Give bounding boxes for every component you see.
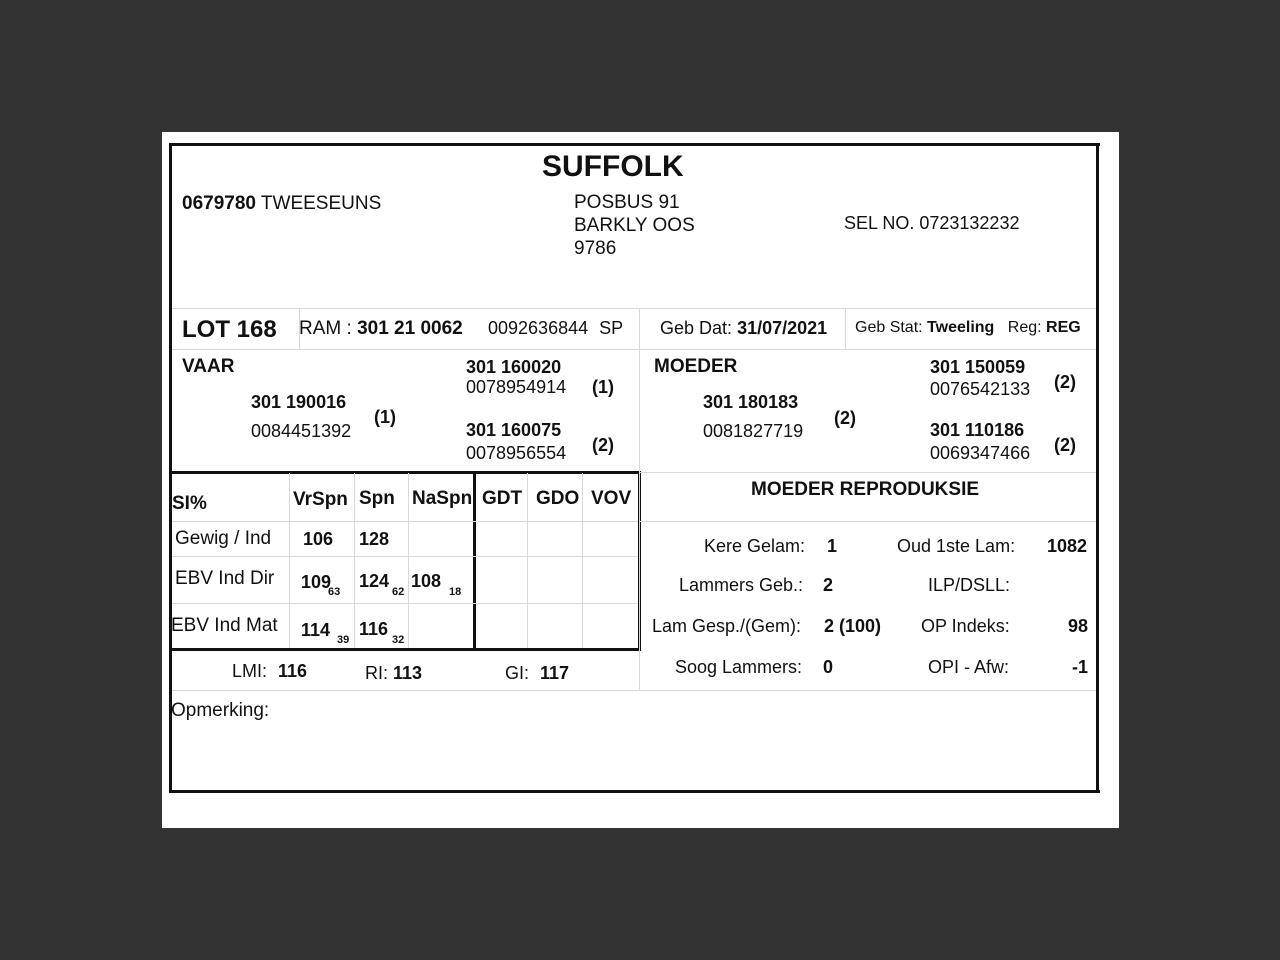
col-header-vov: VOV [591,488,632,509]
divider [640,690,1096,691]
col-header-si: SI% [172,493,207,514]
dam-sire-id: 301 150059 [930,357,1026,377]
ebv-mat-vrspn: 114 [301,620,331,640]
column-divider [289,473,290,648]
sire-dam-id: 301 160075 [466,420,562,440]
ebv-mat-spn: 116 [359,619,389,639]
ebv-dir-vrspn: 109 [301,572,332,592]
ebv-dir-naspn: 108 [411,571,442,591]
reg-value: REG [1046,319,1081,336]
row-label-ebv-mat: EBV Ind Mat [171,615,278,636]
table-border [172,471,641,474]
birth-date [660,318,827,339]
kere-gelam-value: 1 [827,536,838,556]
border-top [170,143,1100,146]
dam-dam-id: 301 110186 [930,420,1025,440]
opi-afw-label: OPI - Afw: [928,657,1010,677]
dam-label: MOEDER [654,356,738,377]
owner-line [182,193,381,215]
column-divider [354,473,355,648]
col-header-gdo: GDO [536,488,580,509]
op-indeks-value: 98 [1068,616,1089,636]
lammers-geb-label: Lammers Geb.: [679,575,804,595]
divider [640,521,1096,522]
border-bottom [170,790,1100,793]
kere-gelam-label: Kere Gelam: [704,536,806,556]
birth-status-value: Tweeling [927,319,995,336]
soog-lammers-value: 0 [823,657,834,677]
ram-reg-value: 0092636844 [488,318,589,338]
divider [639,349,640,473]
gi [505,663,569,684]
gewig-vrspn: 106 [303,529,334,549]
ebv-dir-spn: 124 [359,571,390,591]
soog-lammers-label: Soog Lammers: [675,657,803,677]
border-right [1096,143,1099,793]
dam-id: 301 180183 [703,392,799,412]
dam-code: (2) [834,408,856,428]
row-divider [172,603,638,604]
owner-code: 0679780 [182,193,256,214]
sire-number: 0084451392 [251,421,352,441]
birth-status-label: Geb Stat: [855,319,923,336]
ri [365,663,422,684]
ram-label: RAM : [299,318,352,339]
row-label-ebv-dir: EBV Ind Dir [175,568,275,589]
oud-1ste-lam-value: 1082 [1047,536,1088,556]
op-indeks-label: OP Indeks: [921,616,1010,636]
divider [639,471,640,691]
address-line-3: 9786 [574,238,617,259]
gi-label: GI: [505,663,530,683]
address-line-2: BARKLY OOS [574,215,695,236]
repro-title: MOEDER REPRODUKSIE [751,479,980,500]
birth-date-label: Geb Dat: [660,318,733,338]
divider [639,308,640,349]
owner-name: TWEESEUNS [260,193,382,214]
gi-value: 117 [540,663,570,683]
ri-value: 113 [393,663,423,683]
ebv-dir-spn-sub: 62 [392,586,405,598]
address-line-1: POSBUS 91 [574,192,680,213]
sire-dam-number: 0078956554 [466,443,567,463]
divider [172,308,1096,309]
column-divider [582,473,583,648]
lammers-geb-value: 2 [823,575,834,595]
opi-afw-value: -1 [1072,657,1089,677]
sire-code: (1) [374,407,396,427]
col-header-vrspn: VrSpn [293,489,348,510]
ri-label: RI: [365,663,389,683]
ebv-dir-naspn-sub: 18 [449,586,462,598]
column-divider [408,473,409,648]
lmi-value: 116 [278,661,308,681]
breed-title: SUFFOLK [542,150,684,183]
ram-registration [488,318,623,339]
dam-sire-code: (2) [1054,372,1076,392]
sire-label: VAAR [182,356,235,377]
row-divider [172,521,638,522]
ram-id-value: 301 21 0062 [357,318,463,339]
col-header-naspn: NaSpn [412,488,473,509]
birth-date-value: 31/07/2021 [737,318,828,338]
ebv-mat-spn-sub: 32 [392,634,405,646]
lmi [232,661,307,682]
birth-status [855,319,1081,337]
sire-sire-code: (1) [592,377,614,397]
lam-gesp-value: 2 (100) [824,616,882,636]
oud-1ste-lam-label: Oud 1ste Lam: [897,536,1016,556]
sire-dam-code: (2) [592,435,614,455]
dam-number: 0081827719 [703,421,804,441]
gewig-spn: 128 [359,529,390,549]
col-header-gdt: GDT [482,488,523,509]
ebv-dir-vrspn-sub: 63 [328,586,341,598]
column-divider [527,473,528,648]
dam-dam-code: (2) [1054,435,1076,455]
phone-number: SEL NO. 0723132232 [844,213,1020,233]
divider [845,308,846,349]
table-border [473,471,476,651]
lot-card [162,132,1119,828]
sire-sire-number: 0078954914 [466,377,567,397]
reg-label: Reg: [1007,319,1042,336]
lam-gesp-label: Lam Gesp./(Gem): [652,616,802,636]
divider [172,690,640,691]
divider [640,472,1096,473]
sire-sire-id: 301 160020 [466,357,562,377]
ram-sp: SP [599,318,624,338]
lot-label: LOT [182,316,230,343]
col-header-spn: Spn [359,488,395,509]
lot-number [182,316,277,344]
lot-value: 168 [236,316,277,343]
row-divider [172,556,638,557]
divider [172,349,1096,350]
sire-id: 301 190016 [251,392,347,412]
table-border [172,648,641,651]
dam-dam-number: 0069347466 [930,443,1031,463]
border-left [169,143,172,793]
remarks-label: Opmerking: [171,700,270,721]
ebv-mat-vrspn-sub: 39 [337,634,350,646]
ilp-dsll-label: ILP/DSLL: [928,575,1011,595]
lmi-label: LMI: [232,661,268,681]
dam-sire-number: 0076542133 [930,379,1031,399]
ram-id [299,318,463,340]
row-label-gewig: Gewig / Ind [175,528,272,549]
